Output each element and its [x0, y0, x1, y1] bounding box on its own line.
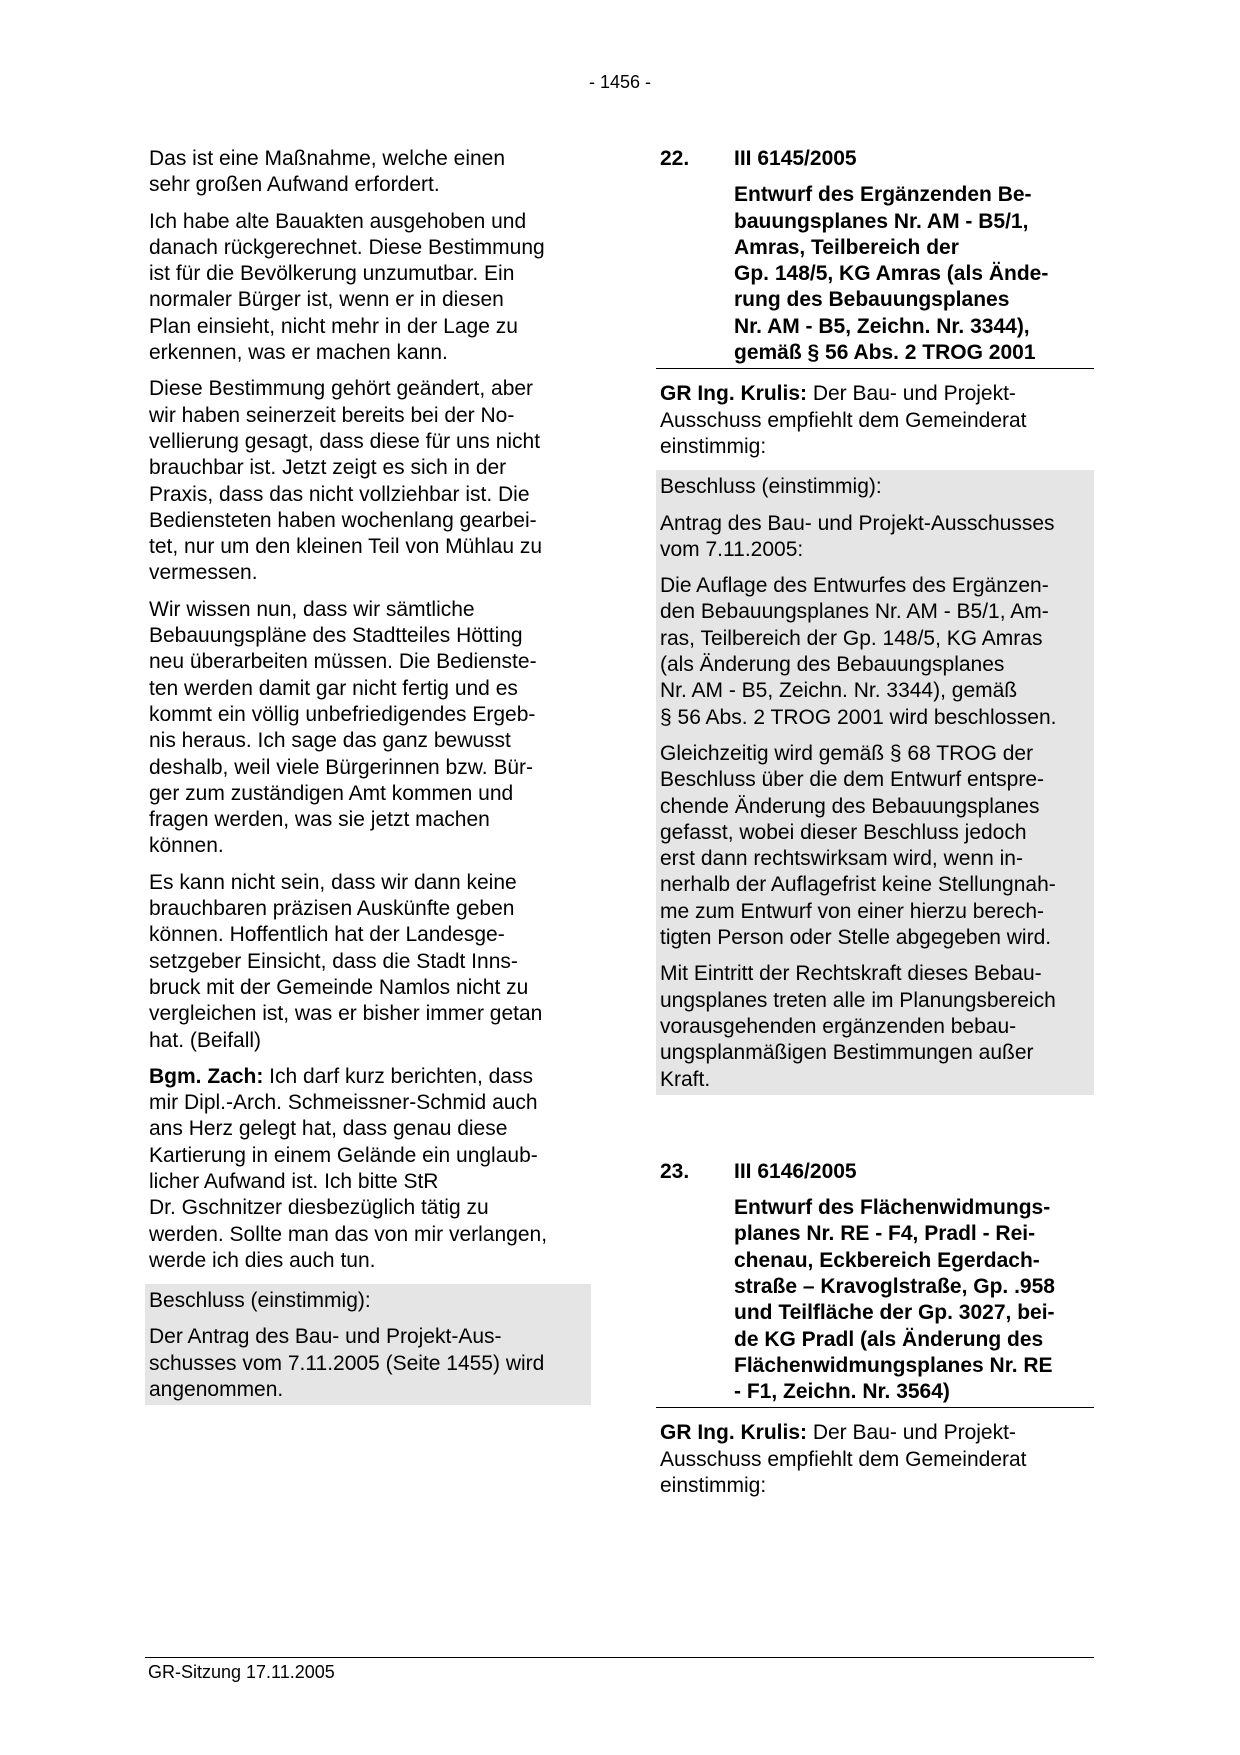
paragraph: Das ist eine Maßnahme, welche einen sehr großen Aufwand erfordert.: [149, 147, 506, 197]
resolution-text: Gleichzeitig wird gemäß § 68 TROG der Beschluss über die dem Entwurf entspre- chende Änderung des Bebauungsplanes gefasst, wobei dieser Beschluss jedoch erst dann rechtswirksam wird, wenn in- nerhalb der Auflagefrist keine Stellungnah- me zum Entwurf von einer hierzu berech- tigten Person oder Stelle abgegeben wird.: [660, 741, 1056, 950]
right-column: [656, 146, 1094, 1509]
speaker-name: Bgm. Zach:: [149, 1064, 264, 1088]
agenda-item-22-header: [656, 146, 1094, 172]
agenda-item-23-header: [656, 1159, 1094, 1185]
resolution-block: [145, 1284, 591, 1405]
footer-divider: [145, 1657, 1094, 1658]
agenda-item-number: 23.: [660, 1159, 690, 1183]
speaker-paragraph: [145, 1064, 591, 1274]
agenda-item-title: Entwurf des Ergänzenden Be- bauungsplanes Nr. AM - B5/1, Amras, Teilbereich der Gp. 148/5, KG Amras (als Ände- rung des Bebauungsplanes Nr. AM - B5, Zeichn. Nr. 3344), gemäß § 56 Abs. 2 TROG 2001: [734, 183, 1049, 365]
resolution-block: [656, 470, 1094, 1095]
paragraph: Wir wissen nun, dass wir sämtliche Bebauungspläne des Stadtteiles Hötting neu überarbeiten müssen. Die Bedienste- ten werden damit gar nicht fertig und es kommt ein völlig unbefriedigendes Ergeb- nis heraus. Ich sage das ganz bewusst deshalb, weil viele Bürgerinnen bzw. Bür- ger zum zuständigen Amt kommen und fragen werden, was sie jetzt machen können.: [149, 597, 537, 858]
speaker-text: Ich darf kurz berichten, dass mir Dipl.-Arch. Schmeissner-Schmid auch ans Herz gelegt hat, dass genau diese Kartierung in einem Gelände ein unglaub- licher Aufwand ist. Ich bitte StR Dr. Gschnitzer diesbezüglich tätig zu werden. Sollte man das von mir verlangen, werde ich dies auch tun.: [149, 1064, 548, 1272]
agenda-item-ref: III 6146/2005: [734, 1159, 857, 1183]
page-number: - 1456 -: [588, 72, 652, 92]
paragraph: Diese Bestimmung gehört geändert, aber wir haben seinerzeit bereits bei der No- vellierung gesagt, dass diese für uns nicht brauchbar ist. Jetzt zeigt es sich in der Praxis, dass das nicht vollziehbar ist. Die Bediensteten haben wochenlang gearbei- tet, nur um den kleinen Teil von Mühlau zu vermessen.: [149, 377, 543, 585]
speaker-paragraph: [656, 381, 1094, 460]
resolution-text: Der Antrag des Bau- und Projekt-Aus- schusses vom 7.11.2005 (Seite 1455) wird angenommen.: [149, 1325, 545, 1402]
resolution-label: Beschluss (einstimmig):: [149, 1289, 371, 1313]
speaker-name: GR Ing. Krulis:: [660, 382, 807, 406]
resolution-text: Mit Eintritt der Rechtskraft dieses Bebau- ungsplanes treten alle im Planungsbereich vorausgehenden ergänzenden bebau- ungsplanmäßigen Bestimmungen außer Kraft.: [660, 962, 1056, 1091]
speaker-paragraph: [656, 1420, 1094, 1499]
agenda-item-number: 22.: [660, 147, 690, 170]
agenda-item-ref: III 6145/2005: [734, 147, 857, 170]
speaker-name: GR Ing. Krulis:: [660, 1421, 807, 1445]
resolution-text: Die Auflage des Entwurfes des Ergänzen- den Bebauungsplanes Nr. AM - B5/1, Am- ras, Teilbereich der Gp. 148/5, KG Amras (als Änderung des Bebauungsplanes Nr. AM - B5, Zeichn. Nr. 3344), gemäß § 56 Abs. 2 TROG 2001 wird beschlossen.: [660, 574, 1057, 729]
agenda-item-title: Entwurf des Flächenwidmungs- planes Nr. RE - F4, Pradl - Rei- chenau, Eckbereich Egerdach- straße – Kravoglstraße, Gp. .958 und Teilfläche der Gp. 3027, bei- de KG Pradl (als Änderung des Flächenwidmungsplanes Nr. RE - F1, Zeichn. Nr. 3564): [734, 1196, 1055, 1404]
left-column: [145, 146, 591, 1405]
footer-text: GR-Sitzung 17.11.2005: [148, 1662, 335, 1682]
speaker-text: Der Bau- und Projekt- Ausschuss empfiehlt dem Gemeinderat einstimmig:: [660, 1421, 1027, 1498]
resolution-label: Beschluss (einstimmig):: [660, 475, 882, 499]
paragraph: Ich habe alte Bauakten ausgehoben und danach rückgerechnet. Diese Bestimmung ist für die Bevölkerung unzumutbar. Ein normaler Bürger ist, wenn er in diesen Plan einsieht, nicht mehr in der Lage zu erkennen, was er machen kann.: [149, 209, 545, 365]
divider: [656, 1407, 1094, 1408]
paragraph: Es kann nicht sein, dass wir dann keine brauchbaren präzisen Auskünfte geben können. Hoffentlich hat der Landesge- setzgeber Einsicht, dass die Stadt Inns- bruck mit der Gemeinde Namlos nicht zu vergleichen ist, was er bisher immer getan hat. (Beifall): [149, 870, 543, 1052]
speaker-text: Der Bau- und Projekt- Ausschuss empfiehlt dem Gemeinderat einstimmig:: [660, 382, 1027, 458]
motion-text: Antrag des Bau- und Projekt-Ausschusses vom 7.11.2005:: [660, 511, 1055, 561]
divider: [656, 368, 1094, 369]
